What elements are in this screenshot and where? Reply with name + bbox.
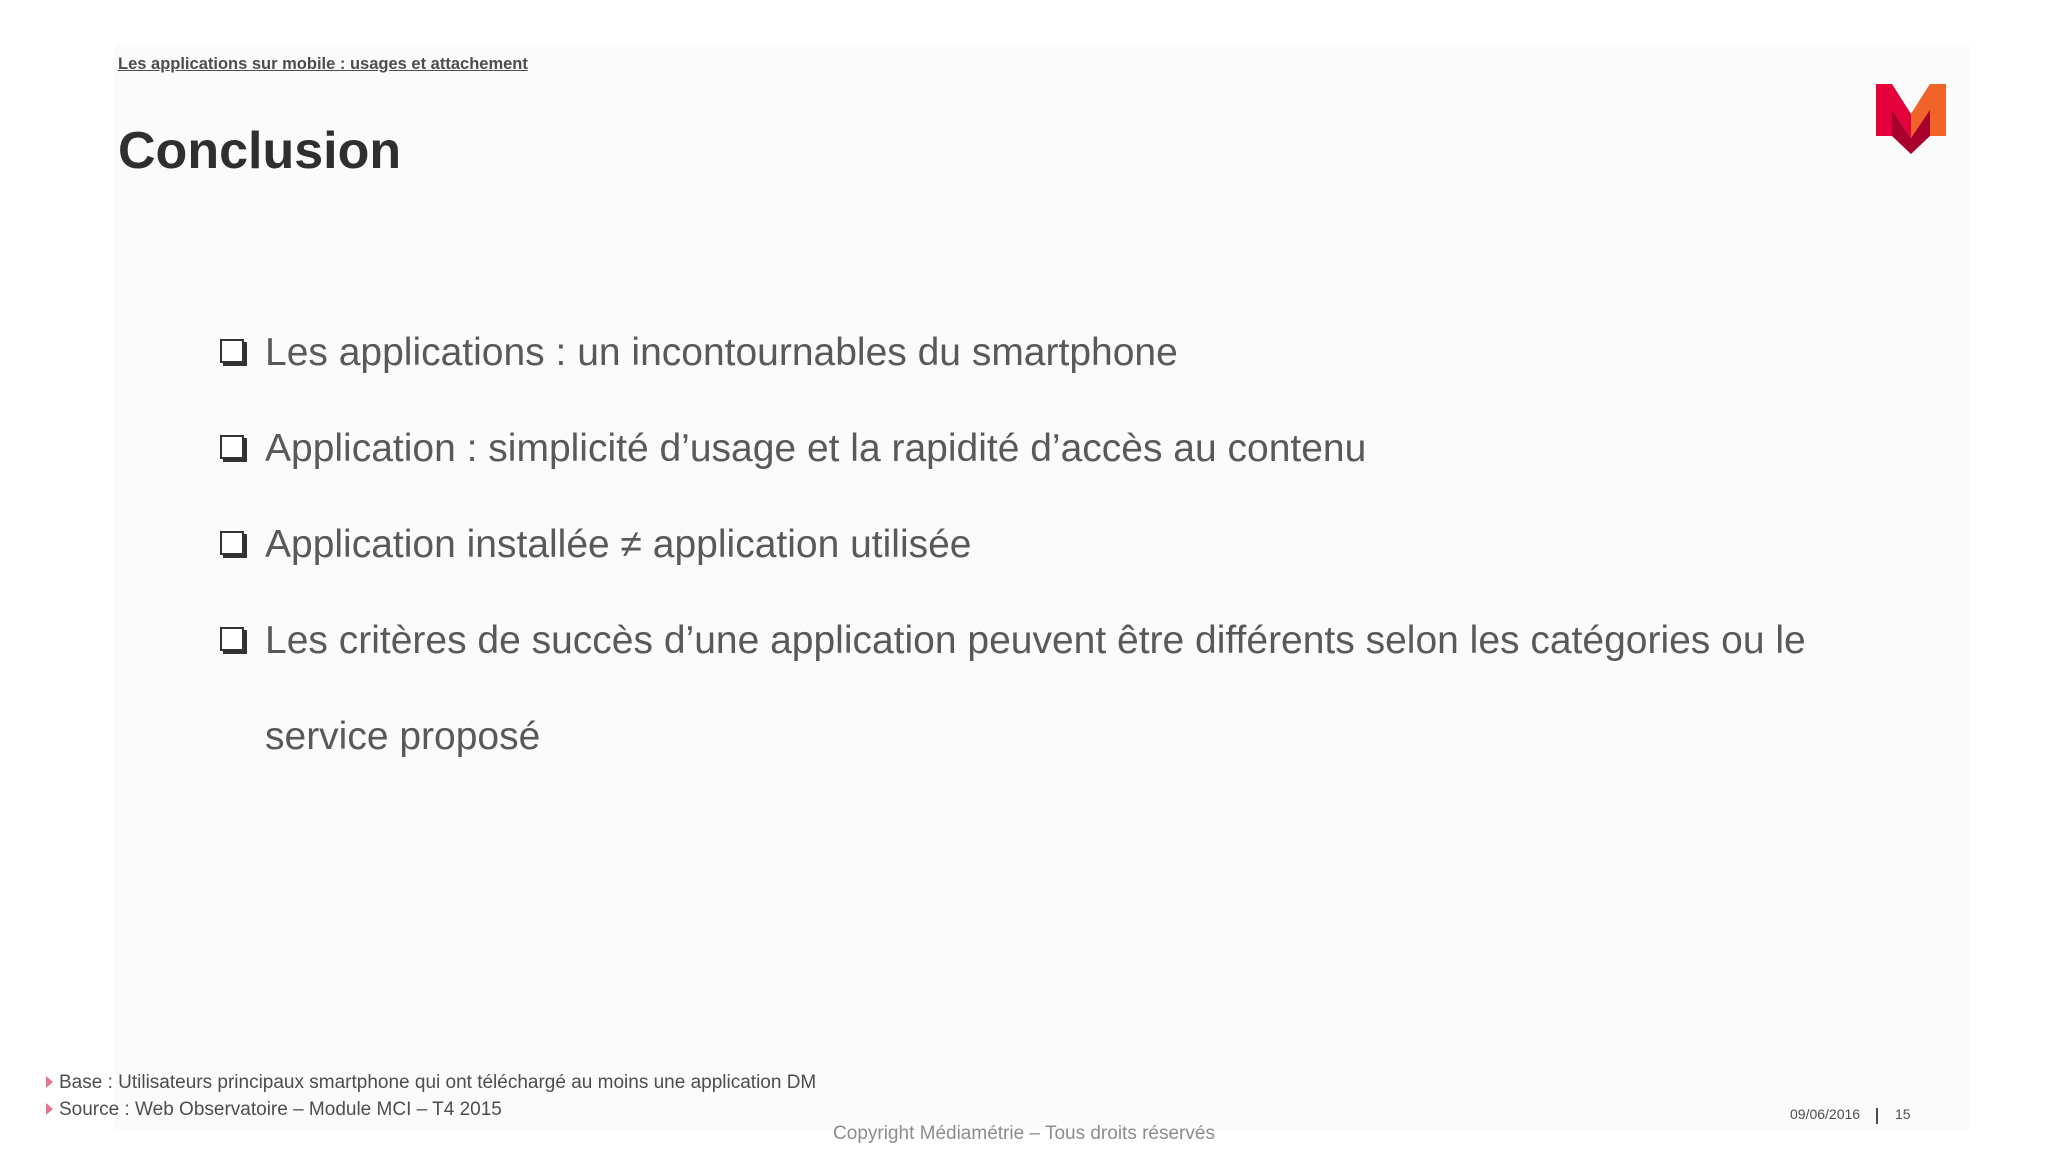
bullet-text: Les critères de succès d’une application peuvent être différents selon les catégories ou le service proposé xyxy=(265,619,1806,758)
checkbox-icon xyxy=(220,435,244,459)
arrow-right-icon xyxy=(46,1103,53,1115)
checkbox-icon xyxy=(220,627,244,651)
breadcrumb: Les applications sur mobile : usages et attachement xyxy=(118,55,528,73)
arrow-right-icon xyxy=(46,1076,53,1088)
page-title: Conclusion xyxy=(118,122,402,180)
footer-separator xyxy=(1876,1108,1878,1124)
checkbox-icon xyxy=(220,531,244,555)
bullet-item xyxy=(218,593,1858,785)
footnotes xyxy=(44,1069,816,1123)
bullet-text: Application : simplicité d’usage et la rapidité d’accès au contenu xyxy=(265,427,1367,470)
bullet-item xyxy=(218,305,1858,401)
bullet-text: Application installée ≠ application utilisée xyxy=(265,523,972,566)
bullet-item xyxy=(218,401,1858,497)
copyright: Copyright Médiamétrie – Tous droits réservés xyxy=(833,1123,1215,1144)
footnote-text: Source : Web Observatoire – Module MCI – T4 2015 xyxy=(59,1099,502,1120)
footnote-source xyxy=(44,1096,816,1123)
footnote-text: Base : Utilisateurs principaux smartphone qui ont téléchargé au moins une application DM xyxy=(59,1072,817,1093)
checkbox-icon xyxy=(220,339,244,363)
bullet-text: Les applications : un incontournables du smartphone xyxy=(265,331,1178,374)
bullet-list xyxy=(218,305,1858,785)
bullet-item xyxy=(218,497,1858,593)
footnote-base xyxy=(44,1069,816,1096)
mediametrie-logo-icon xyxy=(1876,80,1946,154)
page-number: 15 xyxy=(1895,1106,1911,1122)
slide-date: 09/06/2016 xyxy=(1790,1106,1861,1122)
